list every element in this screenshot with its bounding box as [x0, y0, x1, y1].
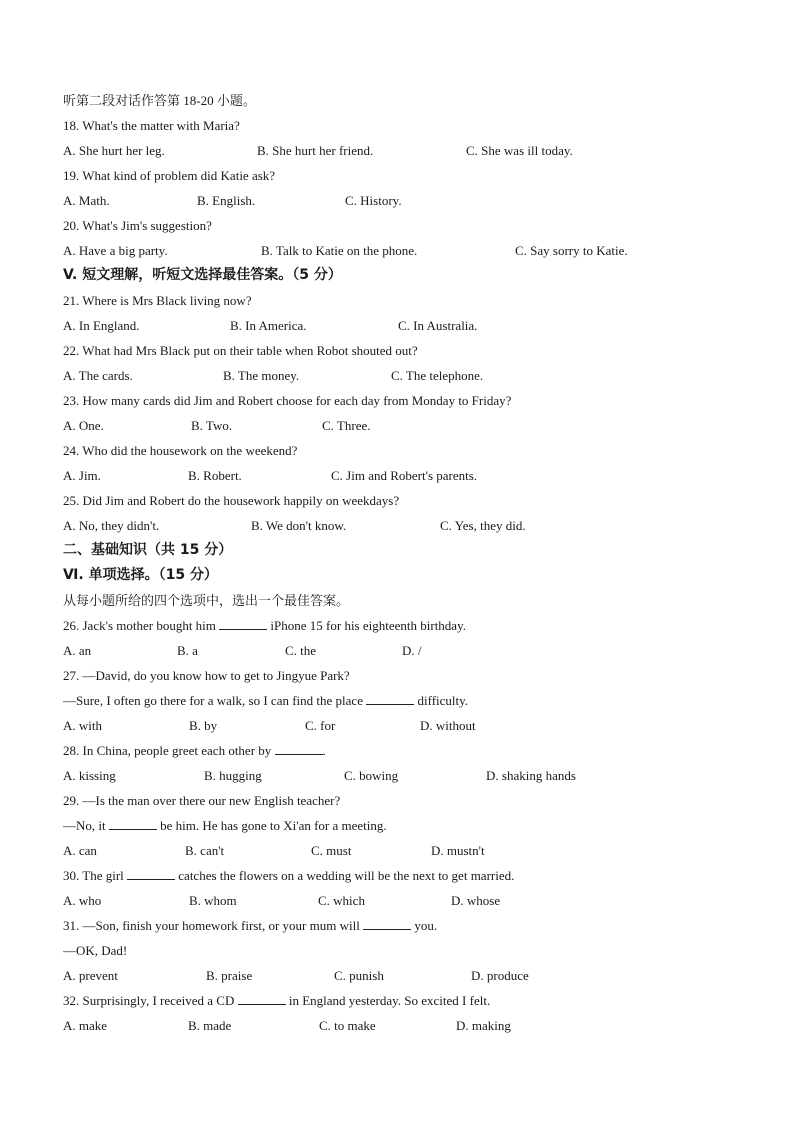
- option-b: B. Robert.: [188, 468, 242, 483]
- option-a: A. with: [63, 718, 102, 733]
- answer-blank: [366, 690, 414, 705]
- stem-end: .: [322, 743, 326, 758]
- stem-end: be him. He has gone to Xi'an for a meeting.: [160, 818, 387, 833]
- stem-start: 32. Surprisingly, I received a CD: [63, 993, 235, 1008]
- option-c: C. Jim and Robert's parents.: [331, 468, 478, 483]
- option-a: A. Jim.: [63, 468, 101, 483]
- option-b: B. We don't know.: [251, 518, 347, 533]
- question-30: [63, 863, 743, 888]
- option-d: D. whose: [451, 893, 501, 908]
- option-b: B. Two.: [191, 418, 233, 433]
- option-a: A. In England.: [63, 318, 140, 333]
- option-a: A. She hurt her leg.: [63, 143, 165, 158]
- option-c: C. bowing: [344, 768, 399, 783]
- option-b: B. a: [177, 643, 198, 658]
- section-vi-heading: Ⅵ. 单项选择。（15 分）: [63, 567, 218, 583]
- option-a: A. No, they didn't.: [63, 518, 160, 533]
- question-25: 25. Did Jim and Robert do the housework happily on weekdays?: [63, 493, 400, 508]
- question-19: 19. What kind of problem did Katie ask?: [63, 168, 276, 183]
- option-d: D. without: [420, 718, 476, 733]
- option-a: A. can: [63, 843, 97, 858]
- stem-end: iPhone 15 for his eighteenth birthday.: [270, 618, 466, 633]
- question-26: [63, 613, 743, 638]
- option-a: A. Math.: [63, 193, 110, 208]
- option-b: B. praise: [206, 968, 253, 983]
- option-a: A. One.: [63, 418, 104, 433]
- question-21: 21. Where is Mrs Black living now?: [63, 293, 252, 308]
- option-a: A. who: [63, 893, 102, 908]
- stem-start: —Sure, I often go there for a walk, so I can find the place: [63, 693, 363, 708]
- stem-end: you.: [414, 918, 438, 933]
- option-b: B. hugging: [204, 768, 262, 783]
- question-22-options: [63, 363, 743, 388]
- option-c: C. The telephone.: [391, 368, 484, 383]
- option-c: C. which: [318, 893, 365, 908]
- question-31-options: [63, 963, 743, 988]
- stem-start: —No, it: [63, 818, 106, 833]
- question-29-reply: [63, 813, 743, 838]
- option-b: B. made: [188, 1018, 232, 1033]
- question-27-options: [63, 713, 743, 738]
- question-28: [63, 738, 743, 763]
- exam-page: [63, 88, 743, 1038]
- question-32: [63, 988, 743, 1013]
- answer-blank: [363, 915, 411, 930]
- option-d: D. making: [456, 1018, 511, 1033]
- stem-start: 28. In China, people greet each other by: [63, 743, 272, 758]
- option-c: C. History.: [345, 193, 402, 208]
- option-b: B. Talk to Katie on the phone.: [261, 243, 418, 258]
- question-23-options: [63, 413, 743, 438]
- answer-blank: [127, 865, 175, 880]
- option-b: B. can't: [185, 843, 225, 858]
- option-c: C. In Australia.: [398, 318, 478, 333]
- section-v-heading: V. 短文理解，听短文选择最佳答案。（5 分）: [63, 267, 342, 283]
- question-30-options: [63, 888, 743, 913]
- answer-blank: [238, 990, 286, 1005]
- option-a: A. kissing: [63, 768, 116, 783]
- question-18: 18. What's the matter with Maria?: [63, 118, 240, 133]
- question-26-options: [63, 638, 743, 663]
- stem-end: in England yesterday. So excited I felt.: [288, 993, 491, 1008]
- question-32-options: [63, 1013, 743, 1038]
- option-b: B. In America.: [230, 318, 307, 333]
- question-21-options: [63, 313, 743, 338]
- option-c: C. Yes, they did.: [440, 518, 526, 533]
- stem-end: catches the flowers on a wedding will be the next to get married.: [178, 868, 515, 883]
- option-b: B. English.: [197, 193, 256, 208]
- stem-start: 26. Jack's mother bought him: [63, 618, 216, 633]
- question-31-reply: —OK, Dad!: [63, 943, 128, 958]
- question-20-options: [63, 238, 743, 263]
- option-b: B. The money.: [223, 368, 300, 383]
- option-c: C. Three.: [322, 418, 371, 433]
- question-20: 20. What's Jim's suggestion?: [63, 218, 212, 233]
- question-19-options: [63, 188, 743, 213]
- stem-start: 31. —Son, finish your homework first, or your mum will: [63, 918, 360, 933]
- option-d: D. shaking hands: [486, 768, 576, 783]
- option-c: C. Say sorry to Katie.: [515, 243, 628, 258]
- question-29-options: [63, 838, 743, 863]
- option-a: A. an: [63, 643, 92, 658]
- option-b: B. She hurt her friend.: [257, 143, 374, 158]
- answer-blank: [109, 815, 157, 830]
- option-a: A. The cards.: [63, 368, 133, 383]
- question-18-options: [63, 138, 743, 163]
- option-d: D. mustn't: [431, 843, 485, 858]
- stem-end: difficulty.: [417, 693, 469, 708]
- answer-blank: [219, 615, 267, 630]
- option-d: D. /: [402, 643, 422, 658]
- question-28-options: [63, 763, 743, 788]
- question-24: 24. Who did the housework on the weekend?: [63, 443, 298, 458]
- question-27-reply: [63, 688, 743, 713]
- option-c: C. She was ill today.: [466, 143, 573, 158]
- option-c: C. for: [305, 718, 336, 733]
- option-a: A. make: [63, 1018, 108, 1033]
- option-c: C. punish: [334, 968, 384, 983]
- option-a: A. Have a big party.: [63, 243, 168, 258]
- option-d: D. produce: [471, 968, 529, 983]
- option-b: B. by: [189, 718, 218, 733]
- section-vi-instruction: 从每小题所给的四个选项中，选出一个最佳答案。: [63, 593, 350, 608]
- question-27: 27. —David, do you know how to get to Jingyue Park?: [63, 668, 350, 683]
- option-c: C. must: [311, 843, 352, 858]
- question-22: 22. What had Mrs Black put on their table when Robot shouted out?: [63, 343, 418, 358]
- option-b: B. whom: [189, 893, 237, 908]
- question-29: 29. —Is the man over there our new English teacher?: [63, 793, 341, 808]
- question-24-options: [63, 463, 743, 488]
- part-two-heading: 二、基础知识（共 15 分）: [63, 542, 233, 558]
- option-c: C. to make: [319, 1018, 376, 1033]
- answer-blank: [275, 740, 323, 755]
- question-23: 23. How many cards did Jim and Robert choose for each day from Monday to Friday?: [63, 393, 512, 408]
- question-31: [63, 913, 743, 938]
- option-c: C. the: [285, 643, 317, 658]
- question-25-options: [63, 513, 743, 538]
- listening-instruction: 听第二段对话作答第 18-20 小题。: [63, 93, 256, 108]
- option-a: A. prevent: [63, 968, 118, 983]
- stem-start: 30. The girl: [63, 868, 124, 883]
